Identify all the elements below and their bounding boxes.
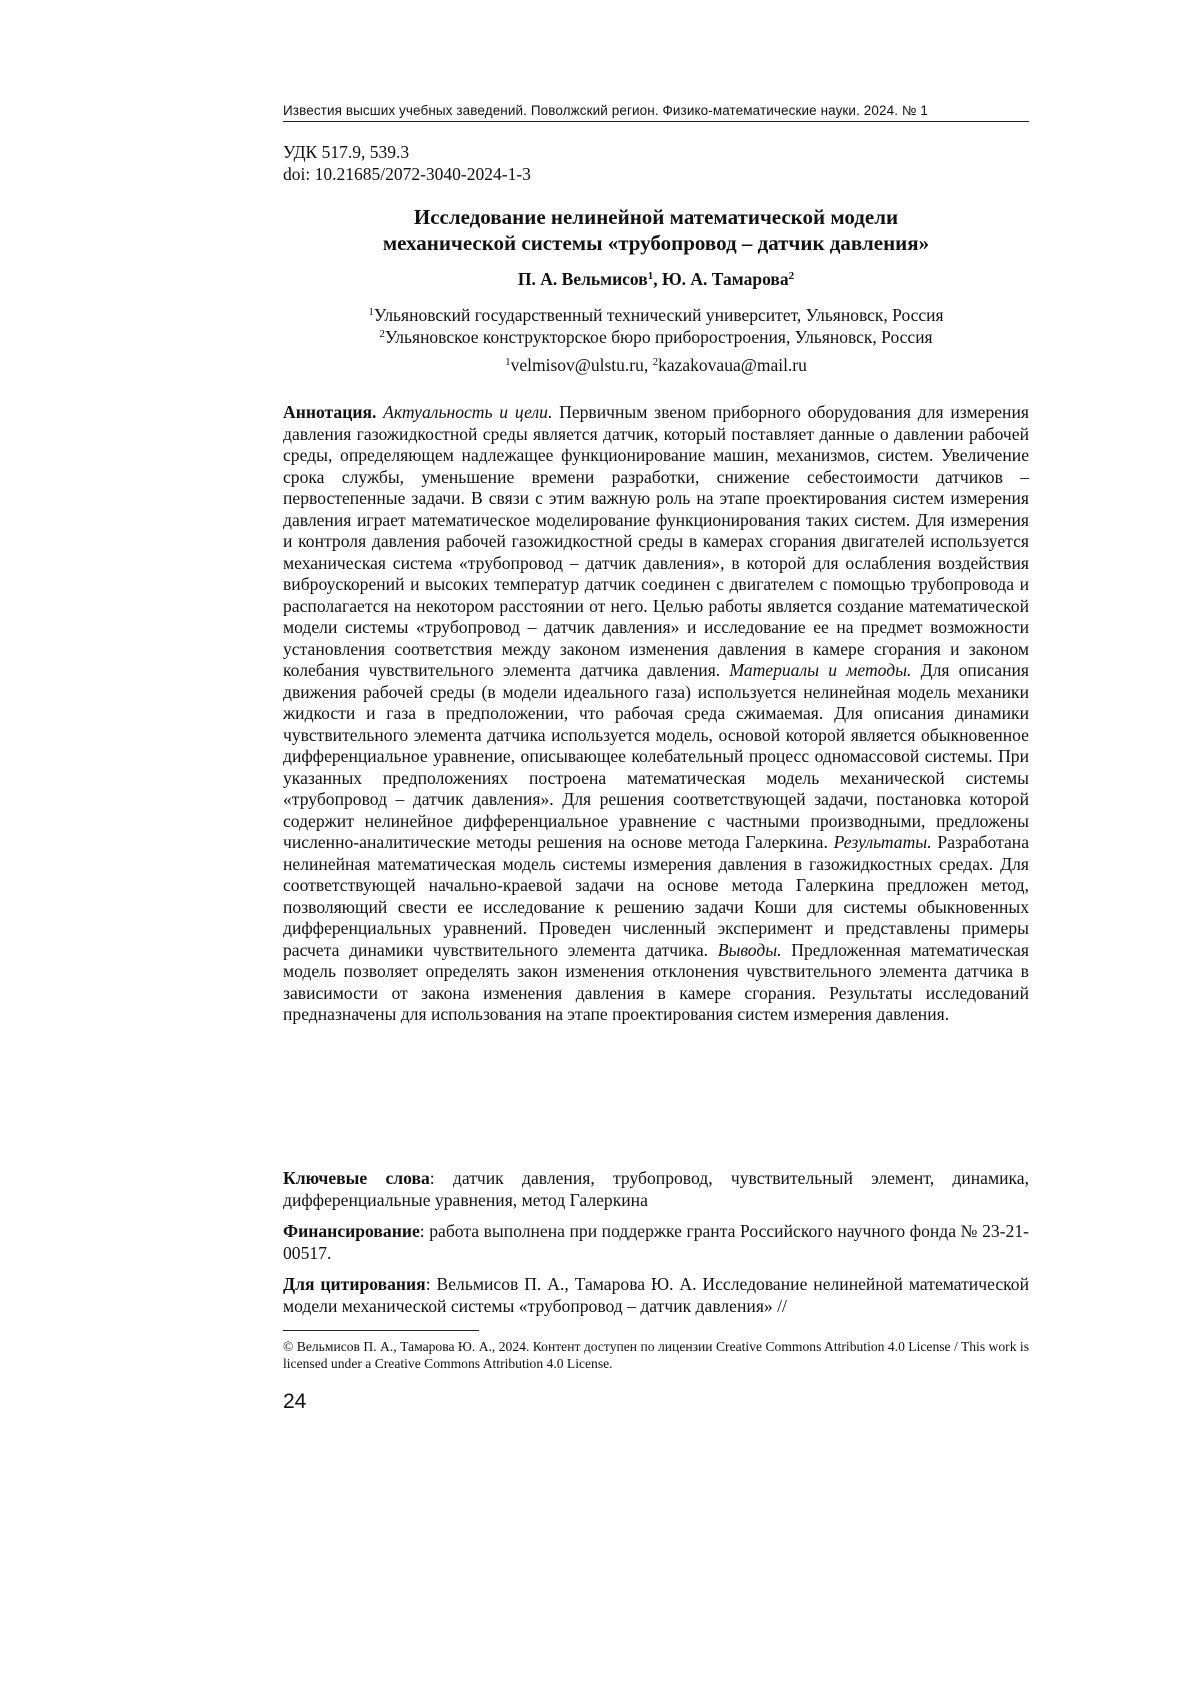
abstract-heading-aims: Актуальность и цели. [383, 402, 553, 422]
author-name: П. А. Вельмисов [517, 269, 648, 289]
affiliation-2 [283, 327, 1029, 348]
funding-label: Финансирование [283, 1221, 420, 1241]
email-mark: 2 [652, 356, 659, 368]
funding-text: : работа выполнена при поддержке гранта Российского научного фонда № 23-21-00517. [283, 1221, 1029, 1263]
doi[interactable]: doi: 10.21685/2072-3040-2024-1-3 [283, 164, 531, 184]
abstract-label: Аннотация. [283, 402, 377, 422]
email-mark: 1 [505, 356, 511, 368]
affiliation-text: Ульяновское конструкторское бюро приборостроения, Ульяновск, Россия [384, 327, 933, 347]
udk-code: УДК 517.9, 539.3 [283, 142, 410, 162]
abstract-results: Разработана нелинейная математическая модель системы измерения давления в газожидкостных средах. Для соответствующей начально-краевой задачи на основе метода Галеркина предложен метод, позволяющий свести ее исследование к решению задачи Коши для системы обыкновенных дифференциальных уравнений. Проведен численный эксперимент и представлены примеры расчета динамики чувствительного элемента датчика. [283, 832, 1030, 960]
affiliation-mark: 1 [368, 306, 374, 318]
page-number: 24 [283, 1390, 307, 1413]
abstract-aims: Первичным звеном приборного оборудования для измерения давления газожидкостной среды является датчик, который поставляет данные о давлении рабочей среды, определяющем надлежащее функционирование машин, механизмов, систем. Увеличение срока службы, уменьшение времени разработки, снижение себестоимости датчиков – первостепенные задачи. В связи с этим важную роль на этапе проектирования систем измерения давления играет математическое моделирование функционирования таких систем. Для измерения и контроля давления рабочей газожидкостной среды в камерах сгорания двигателей используется механическая система «трубопровод – датчик давления», в которой для ослабления воздействия виброускорений и высоких температур датчик соединен с двигателем с помощью трубопровода и располагается на некотором расстоянии от него. Целью работы является создание математической модели системы «трубопровод – датчик давления» и исследование ее на предмет возможности установления соответствия между законом изменения давления в камере сгорания и законом колебания чувствительного элемента датчика давления. [283, 402, 1029, 680]
keywords-text: : датчик давления, трубопровод, чувствительный элемент, динамика, дифференциальные уравнения, метод Галеркина [283, 1168, 1029, 1210]
email-link[interactable]: kazakovaua@mail.ru [658, 355, 807, 375]
article-title [283, 204, 1029, 256]
abstract-heading-results: Результаты. [833, 832, 932, 852]
title-line-2: механической системы «трубопровод – датчик давления» [382, 231, 930, 255]
funding [283, 1221, 1029, 1264]
footnote-divider [283, 1330, 479, 1331]
authors: П. А. Вельмисов$^1$, Ю. А. Тамарова$^2$ [517, 269, 795, 289]
emails: $^1$velmisov@ulstu.ru, $^2$kazakovaua@mail.ru [505, 355, 807, 375]
abstract-heading-conclusions: Выводы. [717, 939, 782, 960]
keywords [283, 1168, 1029, 1211]
license-footnote: © Вельмисов П. А., Тамарова Ю. А., 2024. Контент доступен по лицензии Creative Commons Attribution 4.0 License / This work is licensed under a Creative Commons Attribution 4.0 License. [283, 1339, 1029, 1371]
citation-label: Для цитирования [283, 1274, 426, 1294]
affiliation-text: Ульяновский государственный технический университет, Ульяновск, Россия [373, 305, 944, 325]
author-name: Ю. А. Тамарова [661, 269, 789, 289]
affiliation-mark: 2 [379, 328, 385, 340]
citation [283, 1274, 1029, 1317]
author-mark: 1 [647, 270, 654, 282]
keywords-label: Ключевые слова [283, 1168, 430, 1188]
email-link[interactable]: velmisov@ulstu.ru [510, 355, 644, 375]
abstract [283, 402, 1029, 1026]
abstract-conclusions: Предложенная математическая модель позволяет определять закон изменения отклонения чувствительного элемента датчика в зависимости от закона изменения давления в камере сгорания. Результаты исследований предназначены для использования на этапе проектирования систем измерения давления. [283, 939, 1029, 1024]
title-line-1: Исследование нелинейной математической модели [413, 205, 899, 229]
affiliation-1 [283, 305, 1029, 326]
abstract-heading-methods: Материалы и методы. [729, 660, 912, 680]
abstract-methods: Для описания движения рабочей среды (в модели идеального газа) используется нелинейная модель механики жидкости и газа в предположении, что рабочая среда сжимаемая. Для описания динамики чувствительного элемента датчика используется модель, основой которой является обыкновенное дифференциальное уравнение, описывающее колебательный процесс одномассовой системы. При указанных предположениях построена математическая модель механической системы «трубопровод – датчик давления». Для решения соответствующей задачи, постановка которой содержит нелинейное дифференциальное уравнение с частными производными, предложены численно-аналитические методы решения на основе метода Галеркина. [283, 660, 1030, 852]
author-mark: 2 [788, 270, 795, 282]
running-header: Известия высших учебных заведений. Поволжский регион. Физико-математические науки. 2024. № 1 [283, 103, 1029, 122]
citation-text: : Вельмисов П. А., Тамарова Ю. А. Исследование нелинейной математической модели механической системы «трубопровод – датчик давления» // [283, 1274, 1029, 1316]
